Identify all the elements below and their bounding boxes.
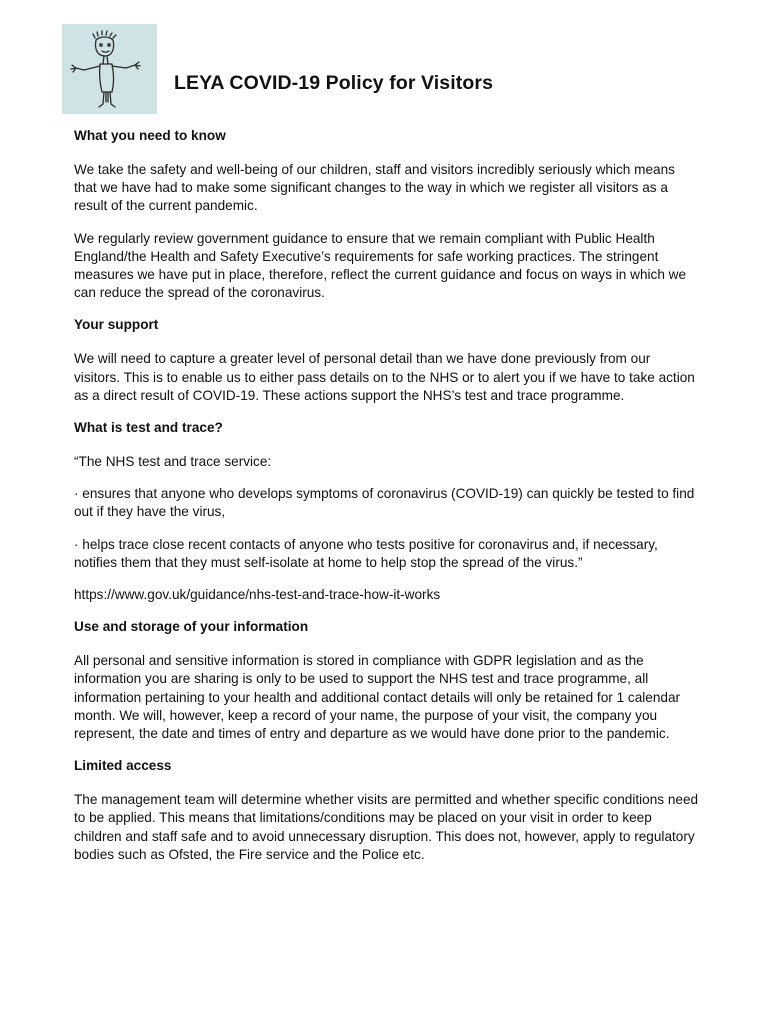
document-body	[74, 127, 699, 864]
section-heading: What you need to know	[74, 128, 226, 143]
section-heading: Limited access	[74, 758, 172, 774]
source-link-text: https://www.gov.uk/guidance/nhs-test-and-trace-how-it-works	[74, 587, 441, 603]
paragraph: The management team will determine whether visits are permitted and whether specific conditions need to be applied. This means that limitations/conditions may be placed on your visit in order to keep children and staff safe and to avoid unnecessary disruption. This does not, however, apply to regulatory bodies such as Ofsted, the Fire service and the Police etc.	[74, 792, 699, 862]
paragraph: All personal and sensitive information is stored in compliance with GDPR legislation and as the information you are sharing is only to be used to support the NHS test and trace programme, all information pertaining to your health and additional contact details will only be retained for 1 calendar month. We will, however, keep a record of your name, the purpose of your visit, the company you represent, the date and times of entry and departure as we would have done prior to the pandemic.	[74, 653, 681, 742]
section-heading: Use and storage of your information	[74, 619, 309, 635]
section-heading: Your support	[74, 317, 159, 333]
bullet-item: · ensures that anyone who develops symptoms of coronavirus (COVID-19) can quickly be tested to find out if they have the virus,	[74, 486, 695, 520]
paragraph: We regularly review government guidance to ensure that we remain compliant with Public Health England/the Health and Safety Executive’s requirements for safe working practices. The stringent measures we have put in place, therefore, reflect the current guidance and focus on ways in which we can reduce the spread of the coronavirus.	[74, 230, 687, 301]
logo	[62, 24, 157, 114]
paragraph: “The NHS test and trace service:	[74, 454, 272, 470]
bullet-item: · helps trace close recent contacts of anyone who tests positive for coronavirus and, if necessary, notifies them that they must self-isolate at home to help stop the spread of the virus.”	[74, 536, 658, 570]
section-heading: What is test and trace?	[74, 420, 223, 436]
page-title: LEYA COVID-19 Policy for Visitors	[174, 72, 494, 94]
paragraph: We take the safety and well-being of our children, staff and visitors incredibly seriously which means that we have had to make some significant changes to the way in which we register all visitors as a result of the current pandemic.	[74, 162, 675, 214]
stick-figure-icon	[62, 24, 157, 114]
paragraph: We will need to capture a greater level of personal detail than we have done previously from our visitors. This is to enable us to either pass details on to the NHS or to alert you if we have to take action as a direct result of COVID-19. These actions support the NHS’s test and trace programme.	[74, 351, 695, 403]
